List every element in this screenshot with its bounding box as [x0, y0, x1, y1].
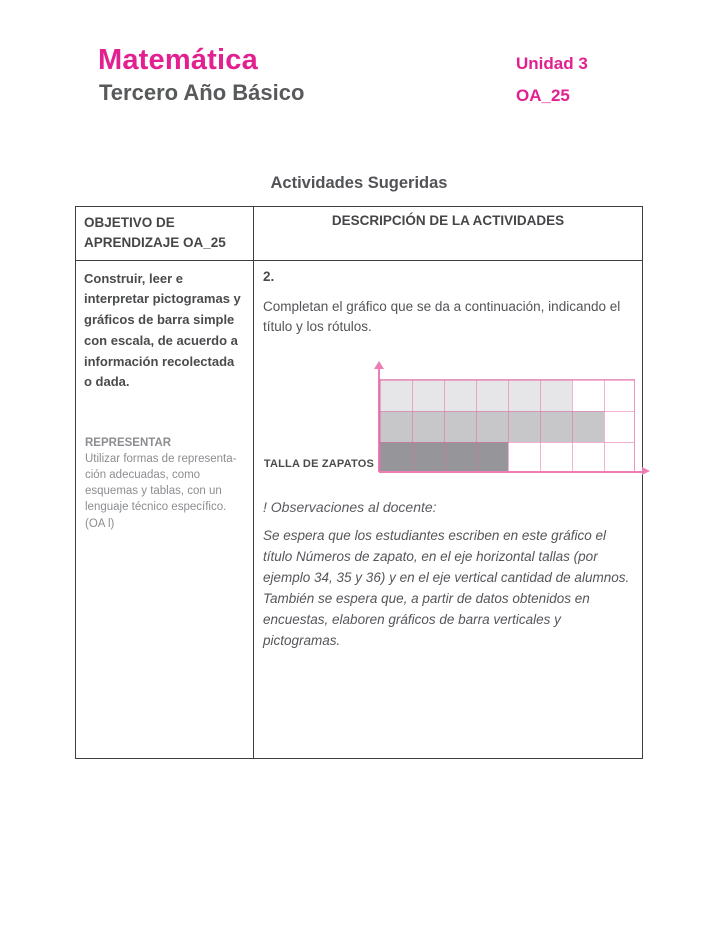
- chart-bar-middle: [380, 411, 604, 442]
- activity-instruction: Completan el gráfico que se da a continuación, indicando el título y los rótulos.: [263, 298, 621, 334]
- section-title: Actividades Sugeridas: [270, 174, 448, 192]
- note-body: Se espera que los estudiantes escriben en este gráfico el título Números de zapato, en el eje horizontal tallas (por ejemplo 34, 35 y 36) y en el eje vertical cantidad de alumnos. También se espera que, a partir de datos obtenidos en encuestas, elaboren gráficos de barra verticales y pictogramas.: [263, 528, 630, 648]
- skill-text: Utilizar formas de representa-ción adecuadas, como esquemas y tablas, con un lenguaje técnico específico. (OA l): [85, 452, 237, 530]
- chart-bar-top: [380, 380, 572, 411]
- chart-bar-bottom: [380, 442, 508, 473]
- activity-number: 2.: [263, 268, 275, 284]
- skill-title: REPRESENTAR: [85, 436, 172, 449]
- table-body-row: [76, 260, 643, 758]
- x-axis: [379, 471, 643, 473]
- column-header-objective: OBJETIVO DE APRENDIZAJE OA_25: [76, 207, 254, 261]
- bar-chart: [263, 361, 632, 483]
- chart-grid: [379, 379, 635, 472]
- column-header-description: DESCRIPCIÓN DE LA ACTIVIDADES: [254, 207, 643, 261]
- doc-title: Matemática: [98, 44, 258, 76]
- note-title: ! Observaciones al docente:: [263, 499, 437, 515]
- objective-text: Construir, leer e interpretar pictogramas y gráficos de barra simple con escala, de acuerdo a información recolectada o dada.: [84, 270, 241, 390]
- activities-table: [75, 206, 643, 759]
- objective-cell: [76, 260, 254, 758]
- table-header-row: [76, 207, 643, 261]
- activity-cell: [254, 260, 643, 758]
- doc-subtitle: Tercero Año Básico: [99, 80, 305, 105]
- skill-block: [85, 437, 247, 533]
- x-axis-label: TALLA DE ZAPATOS: [263, 458, 374, 470]
- unit-label: Unidad 3: [516, 54, 588, 73]
- x-axis-arrow-icon: [642, 467, 650, 475]
- oa-code: OA_25: [516, 86, 570, 105]
